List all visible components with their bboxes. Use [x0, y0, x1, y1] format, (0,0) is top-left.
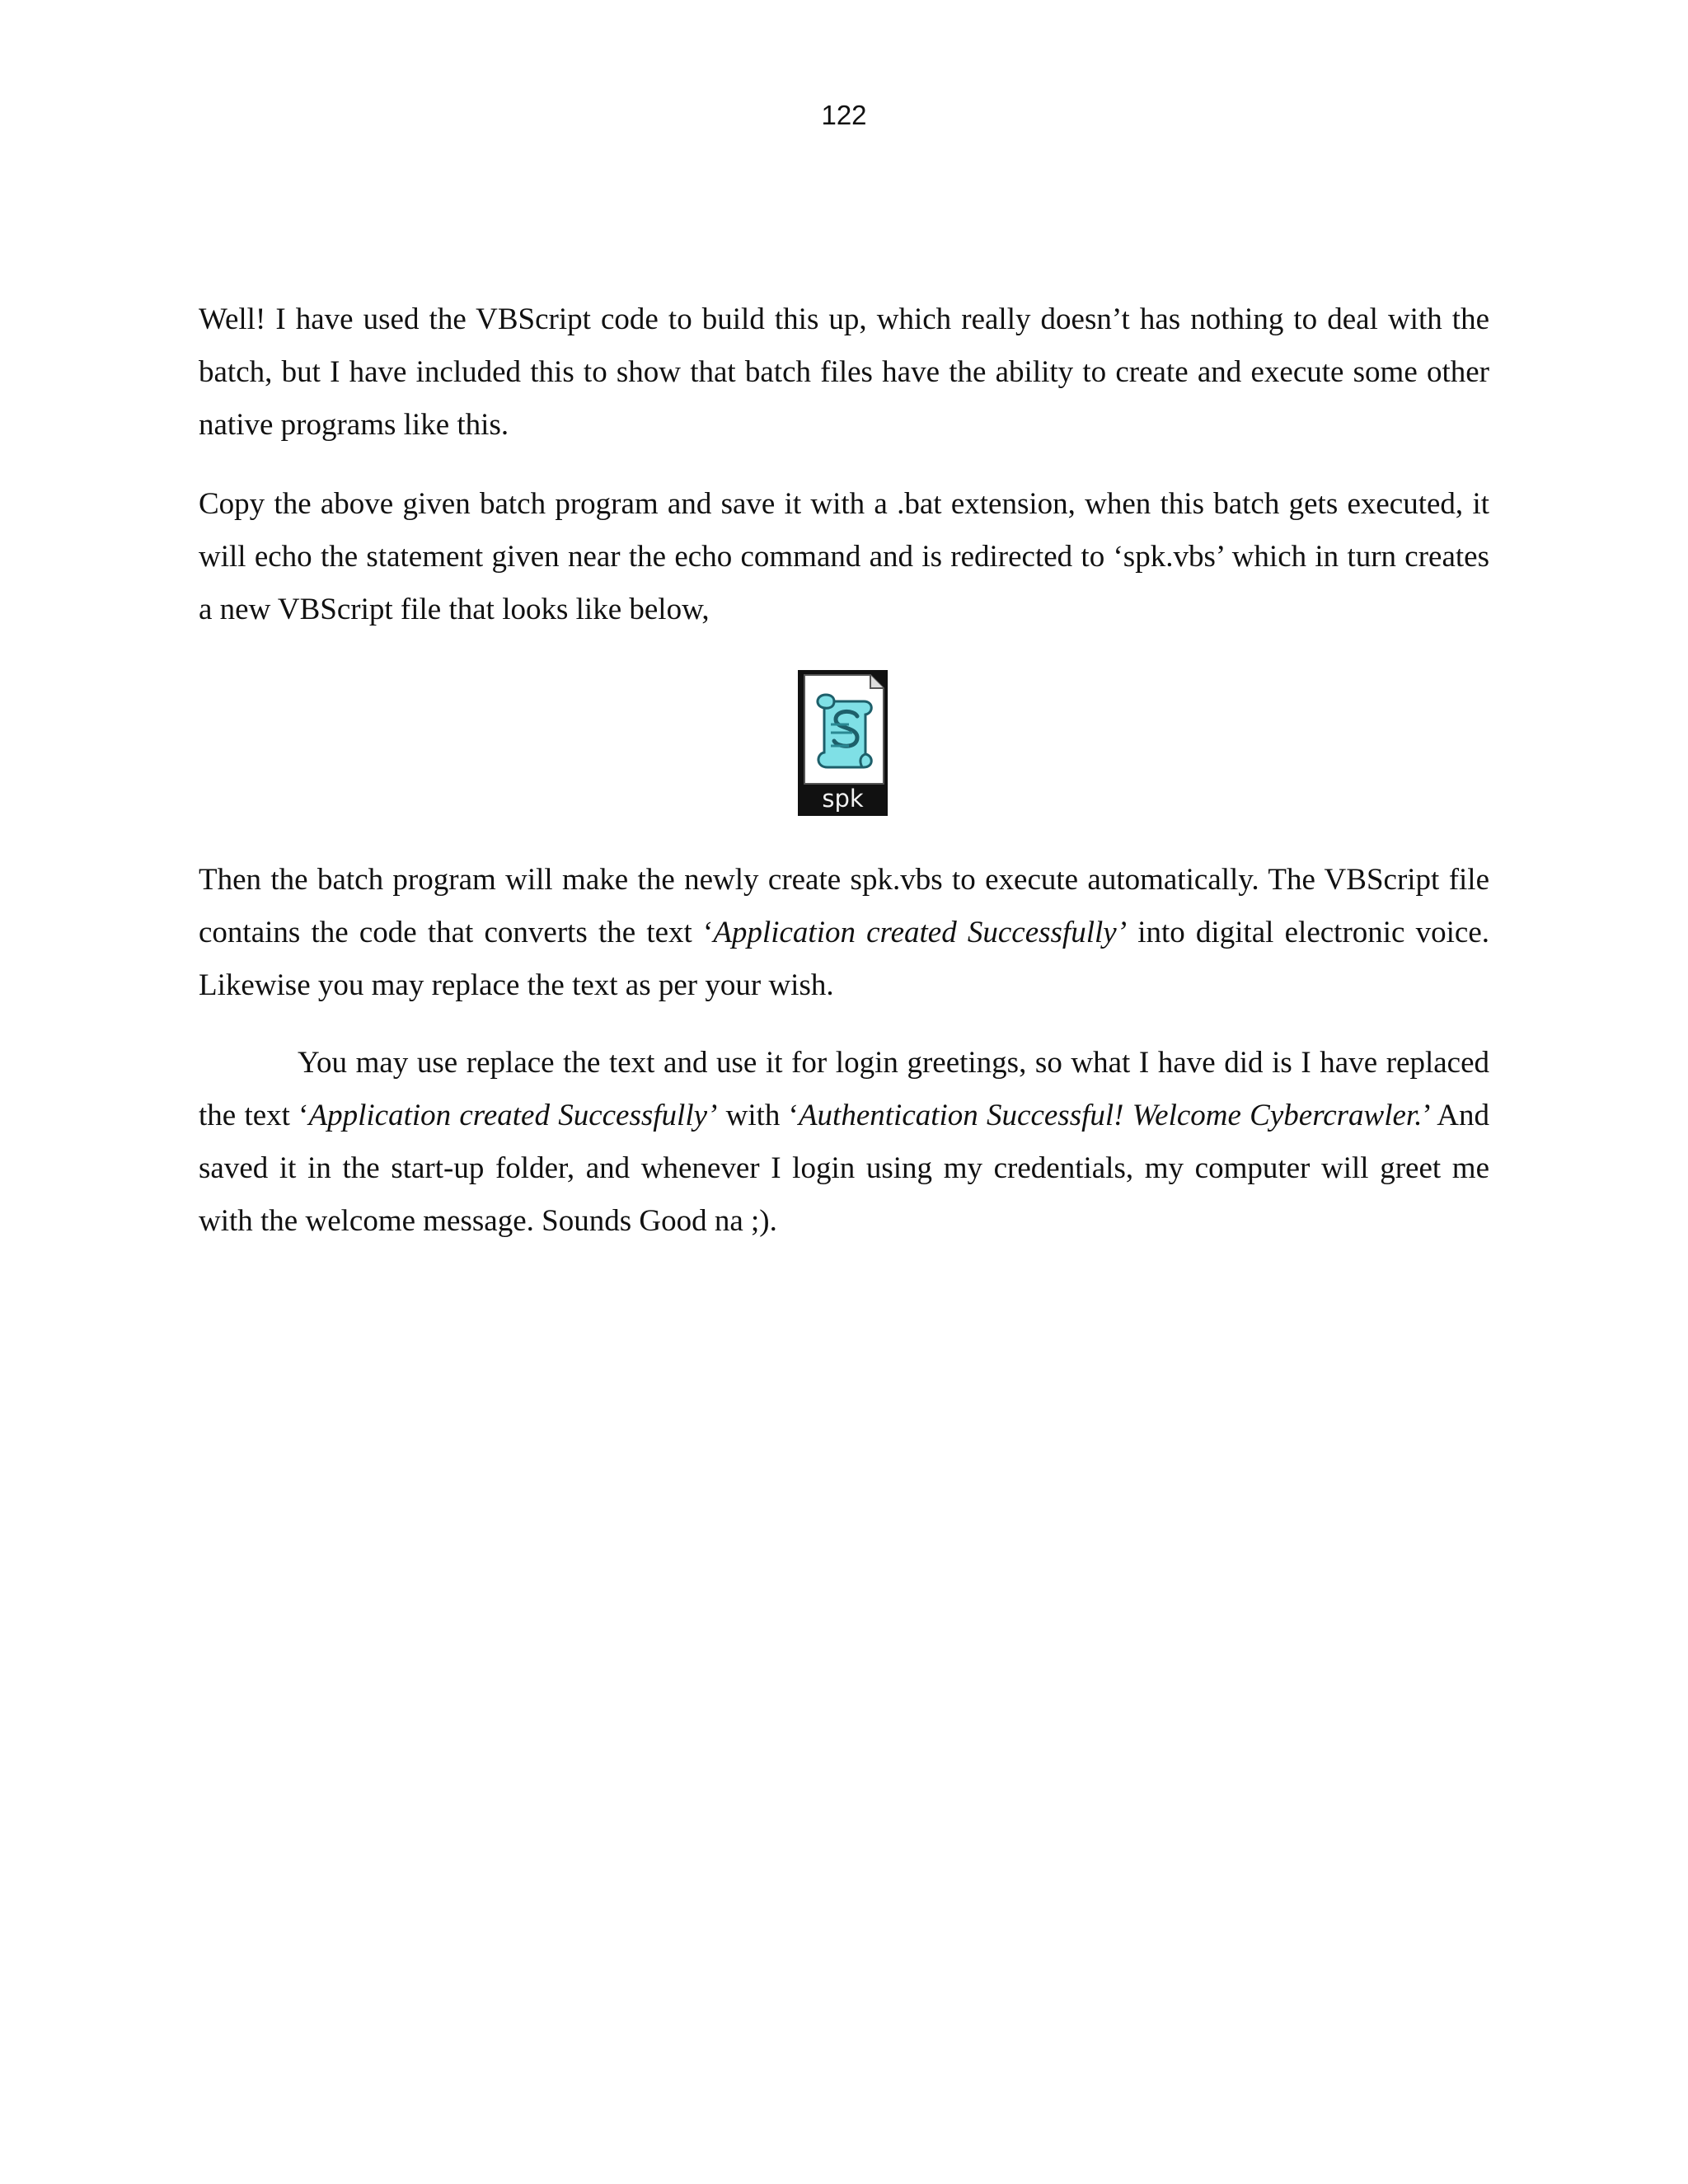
p3-italic-quote: Application created Successfully’	[713, 916, 1128, 949]
p3-text-before: Then the batch program will make the newly create spk.vbs to execute automatically. The VBScript file contains the code that converts the text ‘	[199, 863, 1489, 949]
paragraph-login-greetings	[199, 1037, 1489, 1248]
p3-text-after: into digital electronic voice. Likewise you may replace the text as per your wish.	[199, 916, 1490, 1002]
vbscript-file-icon[interactable]	[798, 670, 888, 816]
p4-italic-2: Authentication Successful! Welcome Cybercrawler.	[798, 1099, 1423, 1132]
p4-italic-1: Application created Successfully’	[308, 1099, 718, 1132]
page-number: 122	[821, 100, 867, 130]
p4-text-2: with ‘	[717, 1099, 799, 1132]
paragraph-copy-batch: Copy the above given batch program and save it with a .bat extension, when this batch gets executed, it will echo the statement given near the echo command and is redirected to ‘spk.vbs’ which in turn creates a new VBScript file that looks like below,	[199, 487, 1489, 626]
file-icon-label: spk	[822, 785, 864, 813]
p4-text-1: You may use replace the text and use it for login greetings, so what I have did is I have replaced the text ‘	[199, 1046, 1489, 1132]
p4-text-3: ’ And saved it in the start-up folder, and whenever I login using my credentials, my computer will greet me with the welcome message. Sounds Good na ;).	[199, 1099, 1489, 1238]
script-scroll-icon	[798, 670, 888, 785]
paragraph-vbscript-intro: Well! I have used the VBScript code to build this up, which really doesn’t has nothing to deal with the batch, but I have included this to show that batch files have the ability to create and execute some other native programs like this.	[199, 302, 1489, 442]
paragraph-batch-executes	[199, 854, 1489, 1012]
